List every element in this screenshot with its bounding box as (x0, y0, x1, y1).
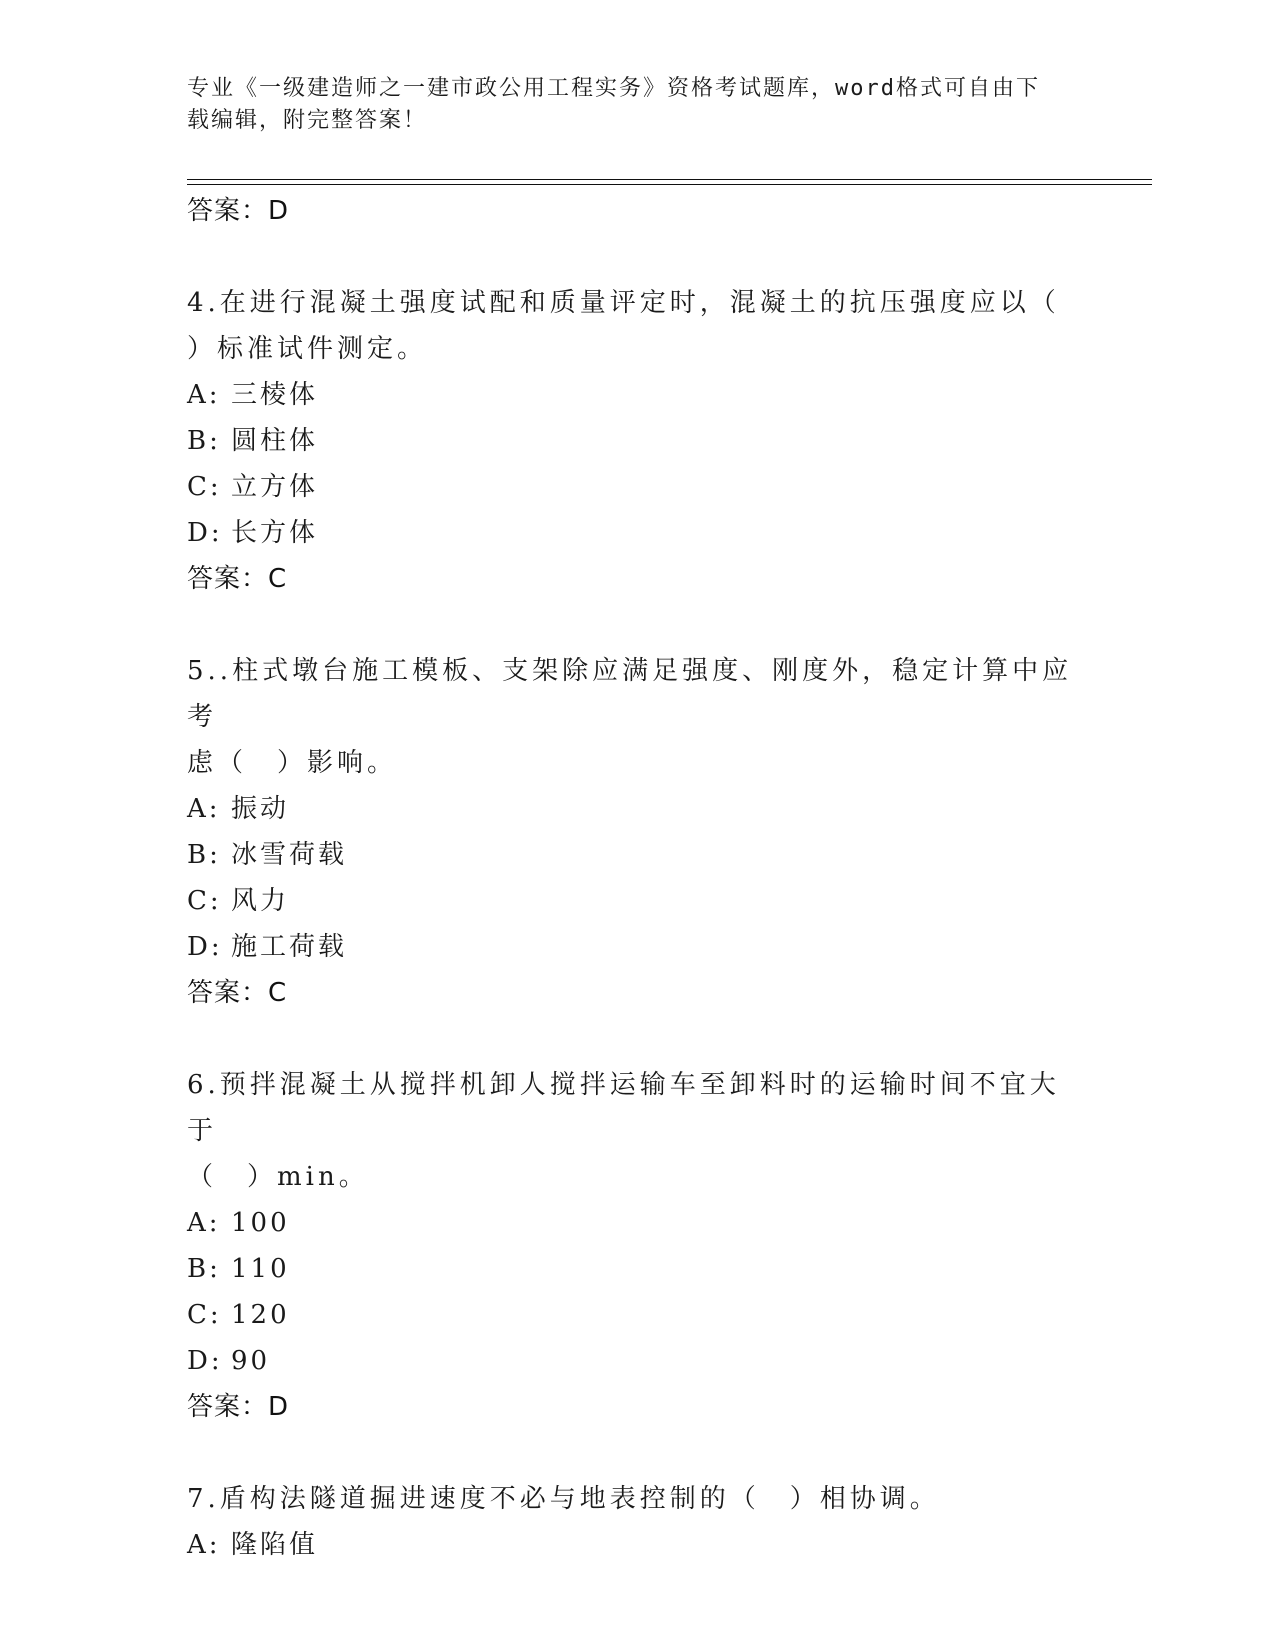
option-letter: B: (187, 426, 221, 456)
option-letter: C: (187, 1300, 222, 1330)
question-text (187, 648, 1087, 786)
option-letter: D: (187, 1346, 223, 1376)
option-c (187, 878, 1087, 924)
question-text (187, 1062, 1087, 1200)
option-d (187, 924, 1087, 970)
option-a (187, 1522, 1087, 1568)
option-text: 振动 (231, 794, 290, 824)
question-line-2: ）标准试件测定。 (187, 334, 428, 364)
option-text: 立方体 (231, 472, 319, 502)
question-4 (187, 280, 1087, 602)
option-d (187, 1338, 1087, 1384)
question-line-1: 4.在进行混凝土强度试配和质量评定时，混凝土的抗压强度应以（ (187, 288, 1060, 318)
option-letter: A: (187, 380, 221, 410)
option-letter: C: (187, 472, 222, 502)
option-letter: B: (187, 1254, 221, 1284)
header-line-2: 载编辑，附完整答案！ (187, 108, 428, 133)
option-text: 隆陷值 (231, 1530, 319, 1560)
question-line-1: 7.盾构法隧道掘进速度不必与地表控制的（ ）相协调。 (187, 1484, 940, 1514)
option-text: 100 (231, 1208, 290, 1238)
document-header (187, 73, 1067, 137)
option-letter: D: (187, 518, 223, 548)
option-letter: B: (187, 840, 221, 870)
option-d (187, 510, 1087, 556)
option-b (187, 832, 1087, 878)
option-a (187, 786, 1087, 832)
question-list (187, 188, 1087, 1568)
question-line-1: 6.预拌混凝土从搅拌机卸人搅拌运输车至卸料时的运输时间不宜大于 (187, 1070, 1060, 1146)
header-rule-bottom (187, 184, 1152, 185)
option-text: 长方体 (231, 518, 319, 548)
option-text: 110 (231, 1254, 290, 1284)
option-text: 90 (231, 1346, 271, 1376)
question-line-2: 虑（ ）影响。 (187, 748, 398, 778)
option-text: 冰雪荷载 (231, 840, 348, 870)
option-text: 三棱体 (231, 380, 319, 410)
option-text: 圆柱体 (231, 426, 319, 456)
option-letter: D: (187, 932, 223, 962)
question-6 (187, 1062, 1087, 1430)
header-line-1: 专业《一级建造师之一建市政公用工程实务》资格考试题库，word格式可自由下 (187, 76, 1040, 101)
question-line-1: 5..柱式墩台施工模板、支架除应满足强度、刚度外，稳定计算中应考 (187, 656, 1073, 732)
question-text (187, 1476, 1087, 1522)
header-rule-top (187, 179, 1152, 180)
option-c (187, 464, 1087, 510)
question-7 (187, 1476, 1087, 1568)
option-letter: A: (187, 1208, 221, 1238)
answer-line: 答案：C (187, 564, 288, 594)
option-text: 风力 (231, 886, 290, 916)
answer-line: 答案：D (187, 1392, 290, 1422)
option-letter: A: (187, 794, 221, 824)
option-a (187, 1200, 1087, 1246)
option-b (187, 418, 1087, 464)
option-b (187, 1246, 1087, 1292)
option-letter: A: (187, 1530, 221, 1560)
question-line-2: （ ）min。 (187, 1162, 369, 1192)
option-a (187, 372, 1087, 418)
option-text: 施工荷载 (231, 932, 348, 962)
answer-line: 答案：D (187, 196, 290, 226)
answer-line: 答案：C (187, 978, 288, 1008)
question-text (187, 280, 1087, 372)
option-c (187, 1292, 1087, 1338)
option-letter: C: (187, 886, 222, 916)
question-5 (187, 648, 1087, 1016)
option-text: 120 (231, 1300, 290, 1330)
